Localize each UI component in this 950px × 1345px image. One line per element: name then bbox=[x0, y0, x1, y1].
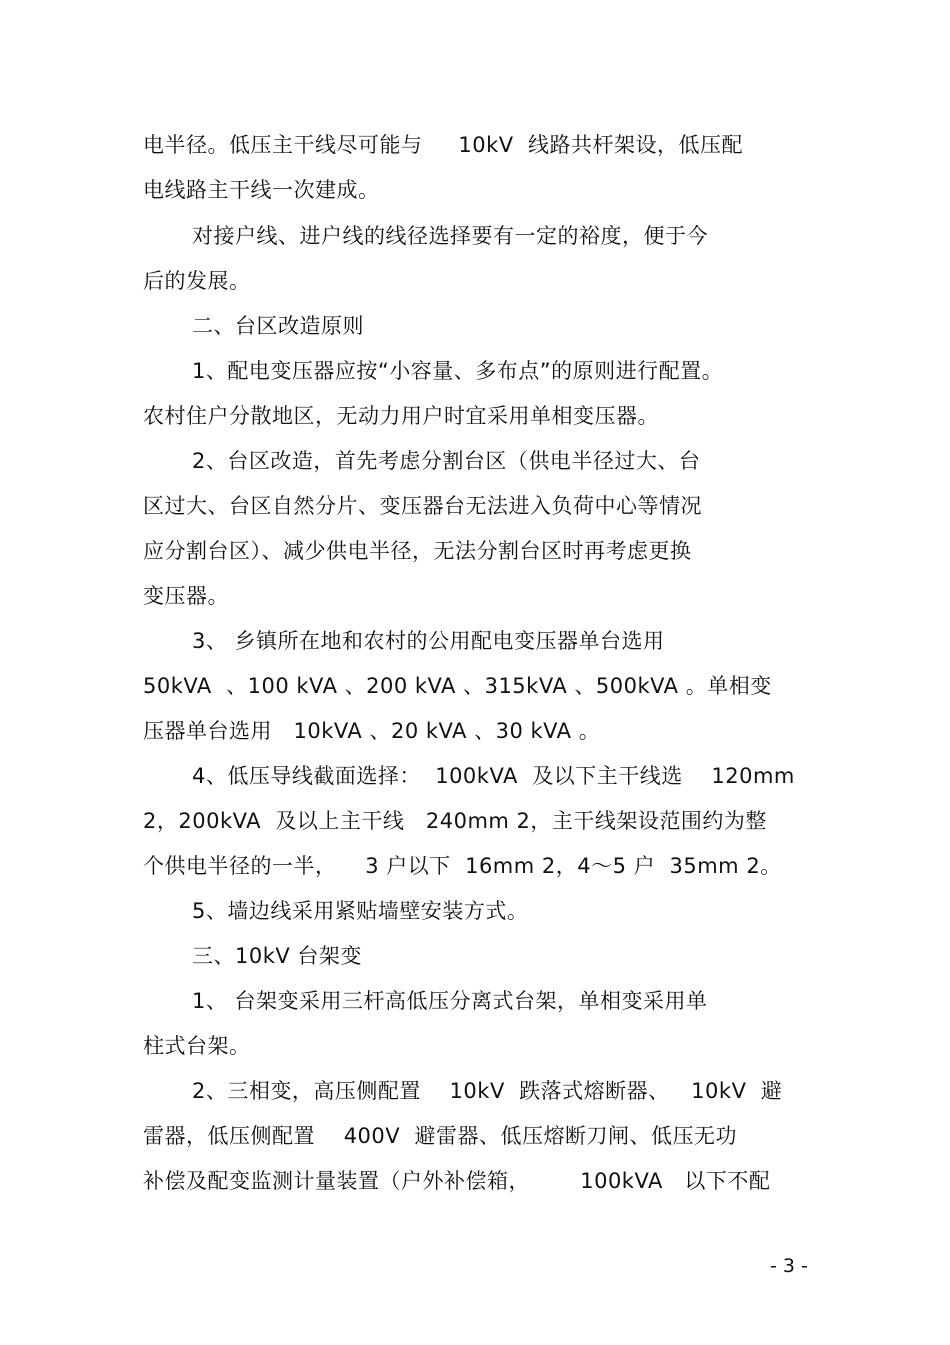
text-line: 2、台区改造，首先考虑分割台区（供电半径过大、台 bbox=[192, 449, 701, 473]
text-line: 2，200kVA 及以上主干线 240mm 2，主干线架设范围约为整 bbox=[143, 809, 767, 833]
text-line: 1、 台架变采用三杆高低压分离式台架，单相变采用单 bbox=[192, 989, 708, 1013]
text-line: 柱式台架。 bbox=[143, 1034, 251, 1058]
text-line: 1、配电变压器应按“小容量、多布点”的原则进行配置。 bbox=[192, 359, 724, 383]
text-line: 2、三相变，高压侧配置 10kV 跌落式熔断器、 10kV 避 bbox=[192, 1079, 783, 1103]
text-line: 50kVA 、100 kVA 、200 kVA 、315kVA 、500kVA 。单相变 bbox=[143, 674, 772, 698]
text-line: 变压器。 bbox=[143, 584, 229, 608]
text-line: 3、 乡镇所在地和农村的公用配电变压器单台选用 bbox=[192, 629, 665, 653]
text-line: 电线路主干线一次建成。 bbox=[143, 178, 380, 202]
text-line: 区过大、台区自然分片、变压器台无法进入负荷中心等情况 bbox=[143, 494, 702, 518]
text-line: 后的发展。 bbox=[143, 269, 251, 293]
page-number: - 3 - bbox=[770, 1255, 808, 1277]
text-line: 压器单台选用 10kVA 、20 kVA 、30 kVA 。 bbox=[143, 719, 601, 743]
text-line: 应分割台区）、减少供电半径，无法分割台区时再考虑更换 bbox=[143, 539, 692, 563]
text-line: 电半径。低压主干线尽可能与 10kV 线路共杆架设，低压配 bbox=[143, 133, 743, 157]
text-line: 雷器，低压侧配置 400V 避雷器、低压熔断刀闸、低压无功 bbox=[143, 1124, 737, 1148]
text-line: 个供电半径的一半， 3 户以下 16mm 2，4～5 户 35mm 2。 bbox=[143, 854, 782, 878]
text-line: 农村住户分散地区，无动力用户时宜采用单相变压器。 bbox=[143, 404, 659, 428]
text-line: 5、墙边线采用紧贴墙壁安装方式。 bbox=[192, 899, 529, 923]
text-line: 对接户线、进户线的线径选择要有一定的裕度，便于今 bbox=[192, 224, 708, 248]
text-line: 补偿及配变监测计量装置（户外补偿箱， 100kVA 以下不配 bbox=[143, 1169, 771, 1193]
text-line: 4、低压导线截面选择： 100kVA 及以下主干线选 120mm bbox=[192, 764, 795, 788]
section-heading: 二、台区改造原则 bbox=[192, 314, 364, 338]
section-heading: 三、10kV 台架变 bbox=[192, 944, 362, 968]
